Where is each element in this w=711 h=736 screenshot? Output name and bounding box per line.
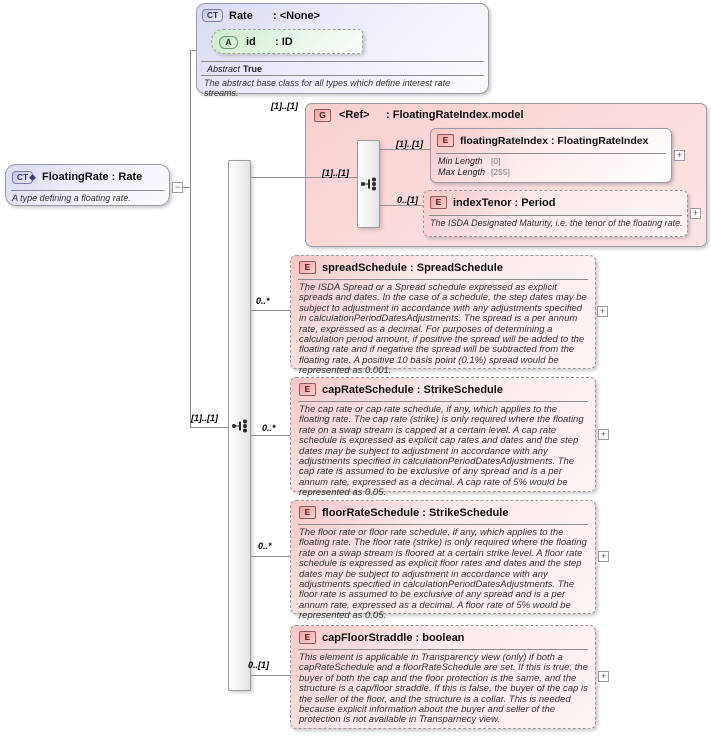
divider bbox=[201, 61, 484, 62]
connector-line bbox=[380, 205, 423, 206]
element-title: capFloorStraddle : boolean bbox=[322, 632, 465, 644]
root-type-description: A type defining a floating rate. bbox=[12, 193, 131, 203]
element-box-floor-rate-schedule[interactable] bbox=[290, 500, 596, 622]
cardinality-label-ref-sequence: [1]..[1] bbox=[322, 168, 349, 178]
element-icon: E bbox=[299, 261, 316, 274]
connector-line bbox=[251, 556, 290, 557]
inheritance-connector-line bbox=[190, 50, 191, 428]
expand-button-floating-rate-index[interactable]: + bbox=[674, 150, 685, 161]
type-name: Rate bbox=[229, 10, 253, 22]
group-name: <Ref> bbox=[339, 109, 370, 121]
complex-type-box-rate[interactable] bbox=[196, 3, 489, 99]
cardinality-label-ref-group: [1]..[1] bbox=[271, 101, 298, 111]
max-length-label: Max Length bbox=[438, 167, 486, 177]
sequence-icon bbox=[360, 177, 378, 191]
expand-button-cap-rate-schedule[interactable]: + bbox=[598, 429, 609, 440]
root-type-title: FloatingRate : Rate bbox=[42, 171, 143, 183]
divider bbox=[298, 649, 588, 650]
attribute-name: id bbox=[246, 36, 256, 48]
element-description: The cap rate or cap rate schedule, if any, which applies to the floating rate. The cap rate (strike) is only required where the floating rate on a swap stream is capped at a certain level. A cap rate schedule is expressed as explicit cap rates and dates and the step dates may be subject to adjustment in accordance with any adjustments specified in calculationPeriodDatesAdjustments. The cap rate is assumed to be exclusive of any spread and is a per annum rate, expressed as a decimal. A cap rate of 5% would be represented as 0.05. bbox=[299, 404, 584, 499]
element-icon: E bbox=[299, 631, 316, 644]
element-box-floating-rate-index[interactable] bbox=[430, 128, 672, 183]
element-description: This element is applicable in Transparency view (only) if both a capRateSchedule and a floorRateSchedule are set. If this is true, the buyer of both the cap and the floor protection is the same, and the structure is a cap/floor straddle. If this is false, the buyer of the cap is the seller of the floor, and the structure is a collar. This is needed because explicit information about the buyer and seller of the protection is not available in Transparnecy view. bbox=[299, 652, 588, 726]
element-box-spread-schedule[interactable] bbox=[290, 255, 596, 377]
collapse-button-floating-rate[interactable]: − bbox=[172, 182, 183, 193]
divider bbox=[429, 215, 682, 216]
connector-line bbox=[380, 149, 430, 150]
abstract-facet-value: True bbox=[243, 64, 263, 74]
complex-type-icon: CT bbox=[12, 171, 33, 184]
cardinality-label-floating-rate-index: [1]..[1] bbox=[396, 139, 423, 149]
cardinality-label-cap-floor-straddle: 0..[1] bbox=[248, 660, 270, 670]
cardinality-label-floor-rate-schedule: 0..* bbox=[258, 541, 272, 551]
attribute-icon: A bbox=[219, 36, 238, 49]
expand-button-cap-floor-straddle[interactable]: + bbox=[598, 671, 609, 682]
attribute-type: : ID bbox=[275, 36, 293, 48]
element-box-index-tenor[interactable] bbox=[423, 190, 688, 237]
group-icon: G bbox=[314, 109, 331, 122]
complex-type-box-floating-rate[interactable] bbox=[5, 164, 170, 206]
element-icon: E bbox=[430, 196, 447, 209]
cardinality-label-cap-rate-schedule: 0..* bbox=[262, 423, 276, 433]
connector-line bbox=[251, 435, 290, 436]
element-title: capRateSchedule : StrikeSchedule bbox=[322, 384, 503, 396]
divider bbox=[201, 75, 484, 76]
element-description: The floor rate or floor rate schedule, if any, which applies to the floating rate. The floor rate (strike) is only required where the floating rate on a swap stream is floored at a certain strike level. A floor rate schedule is expressed as explicit floor rates and dates and the step dates may be subject to adjustment in accordance with any adjustments specified in calculationPeriodDatesAdjustments. The floor rate is assumed to be exclusive of any spread and is a per annum rate, expressed as a decimal. A floor rate of 5% would be represented as 0.05. bbox=[299, 527, 587, 622]
type-supertype: : <None> bbox=[273, 10, 321, 22]
expand-button-index-tenor[interactable]: + bbox=[690, 208, 701, 219]
element-title: floatingRateIndex : FloatingRateIndex bbox=[460, 135, 649, 147]
attribute-box-id[interactable] bbox=[211, 29, 363, 54]
abstract-facet-label: Abstract bbox=[207, 64, 241, 74]
divider bbox=[298, 524, 588, 525]
sequence-icon bbox=[231, 419, 249, 433]
element-icon: E bbox=[437, 134, 454, 147]
cardinality-label-index-tenor: 0..[1] bbox=[397, 195, 419, 205]
element-description: The ISDA Spread or a Spread schedule expressed as explicit spreads and dates. In the case of a schedule, the step dates may be subject to adjustment in accordance with any adjustments specified in calculationPeriodDatesAdjustments. The spread is a per annum rate, expressed as a decimal. For purposes of determining a calculation period amount, if positive the spread will be added to the floating rate and if negative the spread will be subtracted from the floating rate. A positive 10 basis point (0.1%) spread would be represented as 0.001. bbox=[299, 282, 587, 377]
max-length-value: [255] bbox=[491, 167, 510, 177]
divider bbox=[298, 279, 588, 280]
type-description: The abstract base class for all types which define interest rate streams. bbox=[204, 78, 451, 99]
connector-line bbox=[190, 50, 196, 51]
element-icon: E bbox=[299, 506, 316, 519]
element-title: floorRateSchedule : StrikeSchedule bbox=[322, 507, 509, 519]
connector-line bbox=[183, 187, 190, 188]
min-length-label: Min Length bbox=[438, 156, 483, 166]
element-description: The ISDA Designated Maturity, i.e. the tenor of the floating rate. bbox=[430, 218, 683, 228]
divider bbox=[11, 190, 164, 191]
divider bbox=[436, 153, 666, 154]
connector-line bbox=[251, 675, 290, 676]
expand-button-spread-schedule[interactable]: + bbox=[597, 306, 608, 317]
element-box-cap-rate-schedule[interactable] bbox=[290, 377, 596, 499]
element-box-cap-floor-straddle[interactable] bbox=[290, 625, 596, 729]
complex-type-icon: CT bbox=[202, 9, 223, 22]
min-length-value: [0] bbox=[491, 156, 501, 166]
expand-button-floor-rate-schedule[interactable]: + bbox=[598, 551, 609, 562]
divider bbox=[298, 401, 588, 402]
connector-line bbox=[251, 310, 290, 311]
element-title: spreadSchedule : SpreadSchedule bbox=[322, 262, 503, 274]
group-type: : FloatingRateIndex.model bbox=[386, 109, 524, 121]
cardinality-label-spread-schedule: 0..* bbox=[256, 296, 270, 306]
cardinality-label-sequence: [1]..[1] bbox=[191, 413, 218, 423]
connector-line bbox=[191, 427, 228, 428]
element-title: indexTenor : Period bbox=[453, 197, 556, 209]
derived-type-diamond-icon: ◆ bbox=[29, 172, 36, 182]
element-icon: E bbox=[299, 383, 316, 396]
